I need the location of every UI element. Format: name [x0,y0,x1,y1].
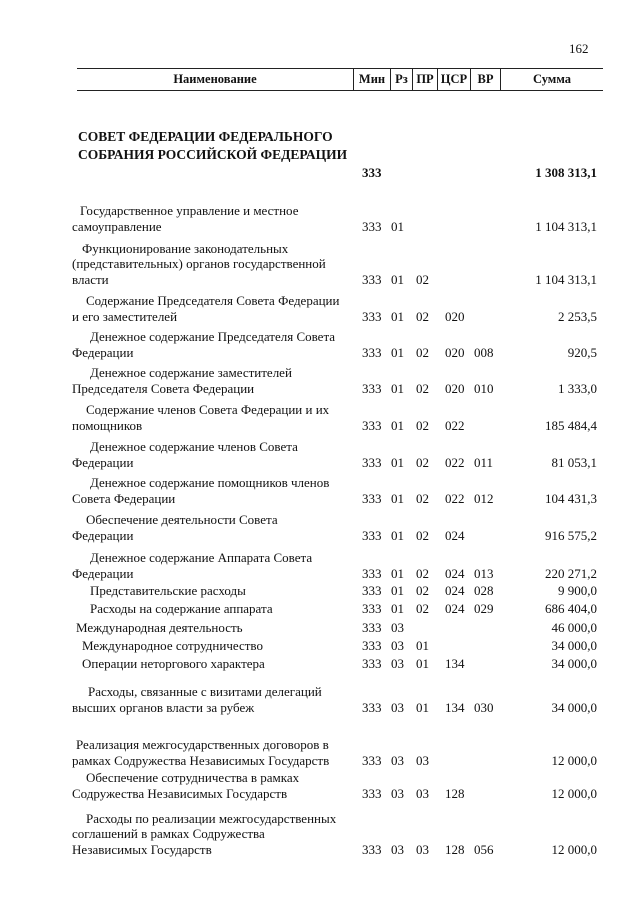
row-pr: 02 [416,309,429,324]
row-sum: 220 271,2 [545,566,597,581]
row-name: Расходы на содержание аппарата [90,600,273,616]
row-rz: 01 [391,219,404,234]
table-row [0,328,640,360]
row-rz: 01 [391,309,404,324]
row-min: 333 [362,842,382,857]
row-rz: 01 [391,455,404,470]
row-min: 333 [362,620,382,635]
table-row [0,765,640,801]
header-sum: Сумма [500,69,603,90]
row-pr: 03 [416,753,429,768]
row-sum: 1 308 313,1 [535,165,597,180]
row-name: Денежное содержание Председателя Совета Федерации [72,329,336,360]
table-row [0,364,640,396]
table-row [0,400,640,433]
row-csr: 024 [445,601,465,616]
row-min: 333 [362,566,382,581]
row-min: 333 [362,656,382,671]
row-csr: 128 [445,842,465,857]
header-rz: Рз [390,69,412,90]
row-csr: 024 [445,583,465,598]
table-row [0,510,640,543]
row-rz: 01 [391,528,404,543]
row-sum: 9 900,0 [558,583,597,598]
table-row [0,655,640,671]
table-row [0,637,640,653]
row-sum: 185 484,4 [545,418,597,433]
row-rz: 01 [391,601,404,616]
row-name: Обеспечение сотрудничества в рамках Содружества Независимых Государств [72,770,300,801]
row-min: 333 [362,272,382,287]
row-vr: 011 [474,455,494,470]
row-rz: 03 [391,620,404,635]
table-row [0,546,640,581]
row-name: СОВЕТ ФЕДЕРАЦИИ ФЕДЕРАЛЬНОГО СОБРАНИЯ РОССИЙСКОЙ ФЕДЕРАЦИИ [78,129,348,162]
row-sum: 12 000,0 [551,786,597,801]
table-header [77,68,603,91]
row-name: Расходы по реализации межгосударственных соглашений в рамках Содружества Независимых Государств [72,810,337,857]
row-csr: 024 [445,566,465,581]
row-rz: 03 [391,753,404,768]
row-min: 333 [362,753,382,768]
table-row [0,128,640,180]
row-name: Представительские расходы [90,582,246,598]
row-sum: 1 104 313,1 [535,272,597,287]
row-name: Содержание Председателя Совета Федерации и его заместителей [72,293,340,324]
table-row [0,238,640,287]
table-row [0,202,640,234]
row-min: 333 [362,700,382,715]
row-pr: 02 [416,272,429,287]
row-csr: 134 [445,700,465,715]
row-name: Денежное содержание помощников членов Совета Федерации [72,475,330,506]
row-sum: 34 000,0 [551,700,597,715]
row-pr: 02 [416,345,429,360]
row-vr: 029 [474,601,494,616]
row-rz: 01 [391,583,404,598]
row-rz: 03 [391,638,404,653]
row-csr: 020 [445,309,465,324]
row-sum: 46 000,0 [551,620,597,635]
row-pr: 02 [416,491,429,506]
row-pr: 01 [416,700,429,715]
table-row [0,712,640,768]
row-min: 333 [362,528,382,543]
row-min: 333 [362,491,382,506]
row-sum: 916 575,2 [545,528,597,543]
table-row [0,292,640,324]
row-vr: 013 [474,566,494,581]
row-pr: 02 [416,583,429,598]
row-pr: 01 [416,638,429,653]
row-sum: 686 404,0 [545,601,597,616]
row-pr: 02 [416,455,429,470]
row-sum: 920,5 [567,345,597,360]
row-name: Международная деятельность [76,619,243,635]
row-name: Функционирование законодательных (представительных) органов государственной власти [72,240,326,287]
row-sum: 12 000,0 [551,842,597,857]
row-rz: 01 [391,566,404,581]
row-name: Международное сотрудничество [82,637,263,653]
table-row [0,437,640,470]
row-pr: 02 [416,566,429,581]
row-rz: 03 [391,786,404,801]
row-csr: 020 [445,345,465,360]
row-pr: 02 [416,528,429,543]
row-name: Государственное управление и местное самоуправление [72,203,299,234]
row-min: 333 [362,219,382,234]
row-csr: 022 [445,455,465,470]
row-name: Обеспечение деятельности Совета Федерации [72,512,278,543]
row-rz: 01 [391,345,404,360]
row-vr: 008 [474,345,494,360]
row-sum: 34 000,0 [551,656,597,671]
row-name: Расходы, связанные с визитами делегаций высших органов власти за рубеж [72,684,322,715]
row-min: 333 [362,601,382,616]
row-rz: 03 [391,656,404,671]
row-vr: 010 [474,381,494,396]
row-name: Реализация межгосударственных договоров в рамках Содружества Независимых Государств [72,737,330,768]
header-vr: ВР [470,69,500,90]
table-row [0,600,640,616]
page-number: 162 [569,41,589,56]
row-min: 333 [362,455,382,470]
row-min: 333 [362,381,382,396]
row-rz: 01 [391,381,404,396]
row-name: Денежное содержание Аппарата Совета Федерации [72,550,313,581]
row-pr: 01 [416,656,429,671]
row-rz: 01 [391,491,404,506]
header-name: Наименование [173,72,257,86]
row-rz: 03 [391,842,404,857]
row-vr: 030 [474,700,494,715]
table-row [0,801,640,857]
row-pr: 03 [416,842,429,857]
table-row [0,473,640,506]
table-row [0,619,640,635]
row-vr: 012 [474,491,494,506]
row-rz: 03 [391,700,404,715]
header-csr: ЦСР [437,69,470,90]
row-csr: 020 [445,381,465,396]
row-name: Денежное содержание членов Совета Федерации [72,439,298,470]
row-sum: 1 104 313,1 [535,219,597,234]
row-sum: 1 333,0 [558,381,597,396]
row-rz: 01 [391,272,404,287]
row-min: 333 [362,165,382,180]
row-csr: 022 [445,418,465,433]
row-min: 333 [362,418,382,433]
row-pr: 03 [416,786,429,801]
row-sum: 34 000,0 [551,638,597,653]
row-sum: 2 253,5 [558,309,597,324]
header-pr: ПР [412,69,437,90]
row-min: 333 [362,345,382,360]
row-min: 333 [362,583,382,598]
row-csr: 024 [445,528,465,543]
row-min: 333 [362,309,382,324]
row-vr: 028 [474,583,494,598]
row-pr: 02 [416,418,429,433]
row-min: 333 [362,786,382,801]
row-sum: 81 053,1 [551,455,597,470]
row-csr: 128 [445,786,465,801]
table-row [0,673,640,715]
row-sum: 104 431,3 [545,491,597,506]
row-name: Содержание членов Совета Федерации и их помощников [72,402,330,433]
row-csr: 134 [445,656,465,671]
row-name: Операции неторгового характера [82,655,265,671]
row-min: 333 [362,638,382,653]
header-min: Мин [353,69,390,90]
row-name: Денежное содержание заместителей Председателя Совета Федерации [72,365,292,396]
row-sum: 12 000,0 [551,753,597,768]
row-csr: 022 [445,491,465,506]
row-vr: 056 [474,842,494,857]
row-pr: 02 [416,601,429,616]
row-rz: 01 [391,418,404,433]
table-row [0,582,640,598]
row-pr: 02 [416,381,429,396]
